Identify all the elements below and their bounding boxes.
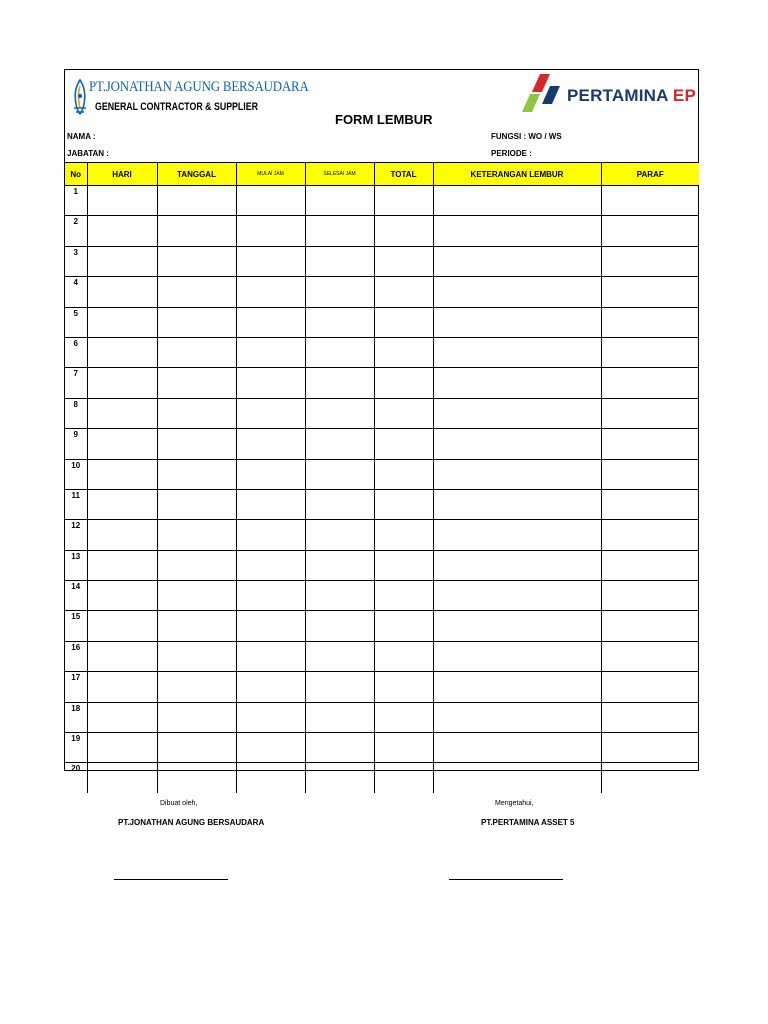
cell-tanggal[interactable] <box>157 246 236 276</box>
signature-right-company: PT.PERTAMINA ASSET 5 <box>481 818 575 827</box>
row-number: 10 <box>65 459 87 489</box>
cell-selesai-jam[interactable] <box>305 246 374 276</box>
signature-left-company: PT.JONATHAN AGUNG BERSAUDARA <box>118 818 265 827</box>
cell-selesai-jam[interactable] <box>305 489 374 519</box>
cell-hari[interactable] <box>87 246 157 276</box>
table-header-row <box>65 163 699 186</box>
cell-paraf[interactable] <box>601 398 699 428</box>
table-row <box>65 581 699 611</box>
cell-tanggal[interactable] <box>157 398 236 428</box>
cell-tanggal[interactable] <box>157 307 236 337</box>
cell-paraf[interactable] <box>601 672 699 702</box>
cell-selesai-jam[interactable] <box>305 277 374 307</box>
cell-tanggal[interactable] <box>157 489 236 519</box>
cell-total[interactable] <box>374 672 433 702</box>
cell-hari[interactable] <box>87 368 157 398</box>
table-row <box>65 216 699 246</box>
table-row <box>65 277 699 307</box>
table-row <box>65 246 699 276</box>
cell-paraf[interactable] <box>601 733 699 763</box>
table-row <box>65 307 699 337</box>
cell-paraf[interactable] <box>601 641 699 671</box>
form-title: FORM LEMBUR <box>335 112 433 127</box>
cell-hari[interactable] <box>87 763 157 793</box>
cell-tanggal[interactable] <box>157 216 236 246</box>
cell-selesai-jam[interactable] <box>305 368 374 398</box>
cell-paraf[interactable] <box>601 246 699 276</box>
cell-keterangan[interactable] <box>433 489 601 519</box>
cell-paraf[interactable] <box>601 429 699 459</box>
row-number: 17 <box>65 672 87 702</box>
cell-paraf[interactable] <box>601 763 699 793</box>
cell-total[interactable] <box>374 733 433 763</box>
cell-mulai-jam[interactable] <box>236 216 305 246</box>
cell-keterangan[interactable] <box>433 307 601 337</box>
cell-paraf[interactable] <box>601 186 699 216</box>
pertamina-name <box>567 86 696 106</box>
cell-keterangan[interactable] <box>433 581 601 611</box>
cell-tanggal[interactable] <box>157 702 236 732</box>
cell-paraf[interactable] <box>601 277 699 307</box>
cell-tanggal[interactable] <box>157 459 236 489</box>
cell-hari[interactable] <box>87 733 157 763</box>
table-row <box>65 429 699 459</box>
cell-total[interactable] <box>374 246 433 276</box>
cell-selesai-jam[interactable] <box>305 216 374 246</box>
cell-total[interactable] <box>374 489 433 519</box>
cell-mulai-jam[interactable] <box>236 641 305 671</box>
cell-mulai-jam[interactable] <box>236 277 305 307</box>
cell-selesai-jam[interactable] <box>305 702 374 732</box>
cell-keterangan[interactable] <box>433 611 601 641</box>
row-number: 4 <box>65 277 87 307</box>
table-row <box>65 489 699 519</box>
cell-selesai-jam[interactable] <box>305 520 374 550</box>
cell-selesai-jam[interactable] <box>305 398 374 428</box>
signature-left-line <box>114 879 228 880</box>
cell-tanggal[interactable] <box>157 277 236 307</box>
cell-mulai-jam[interactable] <box>236 672 305 702</box>
cell-hari[interactable] <box>87 489 157 519</box>
cell-paraf[interactable] <box>601 520 699 550</box>
pertamina-logo-icon <box>520 72 564 114</box>
table-row <box>65 702 699 732</box>
row-number: 5 <box>65 307 87 337</box>
table-row <box>65 611 699 641</box>
cell-paraf[interactable] <box>601 337 699 367</box>
cell-mulai-jam[interactable] <box>236 368 305 398</box>
row-number: 14 <box>65 581 87 611</box>
cell-hari[interactable] <box>87 216 157 246</box>
column-header-no: No <box>65 163 87 186</box>
row-number: 9 <box>65 429 87 459</box>
cell-hari[interactable] <box>87 186 157 216</box>
cell-hari[interactable] <box>87 611 157 641</box>
cell-keterangan[interactable] <box>433 368 601 398</box>
cell-mulai-jam[interactable] <box>236 398 305 428</box>
cell-tanggal[interactable] <box>157 429 236 459</box>
cell-hari[interactable] <box>87 520 157 550</box>
cell-mulai-jam[interactable] <box>236 186 305 216</box>
column-header-total: TOTAL <box>374 163 433 186</box>
cell-keterangan[interactable] <box>433 277 601 307</box>
cell-selesai-jam[interactable] <box>305 611 374 641</box>
cell-selesai-jam[interactable] <box>305 307 374 337</box>
field-nama: NAMA : <box>67 132 96 141</box>
cell-total[interactable] <box>374 550 433 580</box>
cell-keterangan[interactable] <box>433 216 601 246</box>
cell-total[interactable] <box>374 398 433 428</box>
row-number: 15 <box>65 611 87 641</box>
field-periode: PERIODE : <box>491 149 532 158</box>
cell-selesai-jam[interactable] <box>305 459 374 489</box>
cell-tanggal[interactable] <box>157 520 236 550</box>
row-number: 7 <box>65 368 87 398</box>
cell-total[interactable] <box>374 520 433 550</box>
cell-total[interactable] <box>374 581 433 611</box>
cell-mulai-jam[interactable] <box>236 520 305 550</box>
cell-mulai-jam[interactable] <box>236 702 305 732</box>
cell-mulai-jam[interactable] <box>236 307 305 337</box>
signature-right-caption: Mengetahui, <box>495 800 534 807</box>
cell-selesai-jam[interactable] <box>305 337 374 367</box>
cell-total[interactable] <box>374 763 433 793</box>
cell-keterangan[interactable] <box>433 246 601 276</box>
cell-selesai-jam[interactable] <box>305 672 374 702</box>
cell-tanggal[interactable] <box>157 186 236 216</box>
cell-total[interactable] <box>374 702 433 732</box>
cell-hari[interactable] <box>87 398 157 428</box>
cell-paraf[interactable] <box>601 702 699 732</box>
cell-tanggal[interactable] <box>157 672 236 702</box>
cell-keterangan[interactable] <box>433 429 601 459</box>
cell-mulai-jam[interactable] <box>236 581 305 611</box>
table-row <box>65 763 699 793</box>
cell-paraf[interactable] <box>601 581 699 611</box>
row-number: 12 <box>65 520 87 550</box>
cell-selesai-jam[interactable] <box>305 641 374 671</box>
table-row <box>65 550 699 580</box>
cell-mulai-jam[interactable] <box>236 763 305 793</box>
cell-tanggal[interactable] <box>157 581 236 611</box>
cell-paraf[interactable] <box>601 550 699 580</box>
cell-paraf[interactable] <box>601 216 699 246</box>
cell-keterangan[interactable] <box>433 672 601 702</box>
cell-tanggal[interactable] <box>157 641 236 671</box>
column-header-keterangan: KETERANGAN LEMBUR <box>433 163 601 186</box>
cell-keterangan[interactable] <box>433 641 601 671</box>
cell-mulai-jam[interactable] <box>236 459 305 489</box>
cell-mulai-jam[interactable] <box>236 733 305 763</box>
cell-keterangan[interactable] <box>433 763 601 793</box>
cell-hari[interactable] <box>87 459 157 489</box>
cell-hari[interactable] <box>87 429 157 459</box>
cell-total[interactable] <box>374 429 433 459</box>
cell-hari[interactable] <box>87 702 157 732</box>
cell-total[interactable] <box>374 459 433 489</box>
company-emblem-icon <box>70 78 90 118</box>
field-jabatan: JABATAN : <box>67 149 109 158</box>
cell-total[interactable] <box>374 611 433 641</box>
row-number: 20 <box>65 763 87 793</box>
cell-paraf[interactable] <box>601 611 699 641</box>
signature-left-caption: Dibuat oleh, <box>160 800 198 807</box>
cell-tanggal[interactable] <box>157 337 236 367</box>
cell-paraf[interactable] <box>601 368 699 398</box>
overtime-form <box>64 69 699 774</box>
cell-selesai-jam[interactable] <box>305 550 374 580</box>
cell-paraf[interactable] <box>601 459 699 489</box>
cell-keterangan[interactable] <box>433 733 601 763</box>
row-number: 8 <box>65 398 87 428</box>
row-number: 1 <box>65 186 87 216</box>
cell-paraf[interactable] <box>601 489 699 519</box>
table-row <box>65 641 699 671</box>
row-number: 16 <box>65 641 87 671</box>
pertamina-name-suffix: EP <box>672 86 696 105</box>
cell-total[interactable] <box>374 337 433 367</box>
row-number: 19 <box>65 733 87 763</box>
cell-selesai-jam[interactable] <box>305 186 374 216</box>
cell-keterangan[interactable] <box>433 398 601 428</box>
table-row <box>65 186 699 216</box>
table-row <box>65 368 699 398</box>
cell-selesai-jam[interactable] <box>305 581 374 611</box>
company-name: PT.JONATHAN AGUNG BERSAUDARA <box>89 79 309 95</box>
cell-tanggal[interactable] <box>157 611 236 641</box>
column-header-mulai-jam: MULAI JAM <box>236 163 305 186</box>
column-header-selesai-jam: SELESAI JAM <box>305 163 374 186</box>
row-number: 13 <box>65 550 87 580</box>
cell-keterangan[interactable] <box>433 186 601 216</box>
cell-total[interactable] <box>374 186 433 216</box>
cell-mulai-jam[interactable] <box>236 489 305 519</box>
cell-total[interactable] <box>374 641 433 671</box>
cell-total[interactable] <box>374 277 433 307</box>
cell-hari[interactable] <box>87 641 157 671</box>
column-header-paraf: PARAF <box>601 163 699 186</box>
cell-tanggal[interactable] <box>157 733 236 763</box>
cell-paraf[interactable] <box>601 307 699 337</box>
cell-mulai-jam[interactable] <box>236 246 305 276</box>
cell-hari[interactable] <box>87 550 157 580</box>
cell-mulai-jam[interactable] <box>236 550 305 580</box>
cell-total[interactable] <box>374 368 433 398</box>
cell-tanggal[interactable] <box>157 550 236 580</box>
row-number: 3 <box>65 246 87 276</box>
field-fungsi: FUNGSI : WO / WS <box>491 132 562 141</box>
table-row <box>65 459 699 489</box>
cell-selesai-jam[interactable] <box>305 429 374 459</box>
row-number: 11 <box>65 489 87 519</box>
cell-tanggal[interactable] <box>157 763 236 793</box>
cell-keterangan[interactable] <box>433 702 601 732</box>
cell-hari[interactable] <box>87 307 157 337</box>
form-header <box>65 70 698 160</box>
cell-keterangan[interactable] <box>433 520 601 550</box>
cell-tanggal[interactable] <box>157 368 236 398</box>
row-number: 6 <box>65 337 87 367</box>
cell-total[interactable] <box>374 216 433 246</box>
cell-hari[interactable] <box>87 337 157 367</box>
table-row <box>65 337 699 367</box>
pertamina-name-main: PERTAMINA <box>567 86 668 105</box>
overtime-table <box>65 162 699 793</box>
table-row <box>65 520 699 550</box>
cell-keterangan[interactable] <box>433 550 601 580</box>
cell-mulai-jam[interactable] <box>236 611 305 641</box>
cell-mulai-jam[interactable] <box>236 429 305 459</box>
cell-total[interactable] <box>374 307 433 337</box>
signature-right-line <box>449 879 563 880</box>
cell-hari[interactable] <box>87 277 157 307</box>
column-header-tanggal: TANGGAL <box>157 163 236 186</box>
row-number: 18 <box>65 702 87 732</box>
cell-mulai-jam[interactable] <box>236 337 305 367</box>
company-tagline: GENERAL CONTRACTOR & SUPPLIER <box>95 101 258 113</box>
column-header-hari: HARI <box>87 163 157 186</box>
row-number: 2 <box>65 216 87 246</box>
cell-hari[interactable] <box>87 672 157 702</box>
table-row <box>65 672 699 702</box>
table-row <box>65 733 699 763</box>
cell-keterangan[interactable] <box>433 459 601 489</box>
cell-keterangan[interactable] <box>433 337 601 367</box>
cell-hari[interactable] <box>87 581 157 611</box>
cell-selesai-jam[interactable] <box>305 733 374 763</box>
cell-selesai-jam[interactable] <box>305 763 374 793</box>
table-row <box>65 398 699 428</box>
